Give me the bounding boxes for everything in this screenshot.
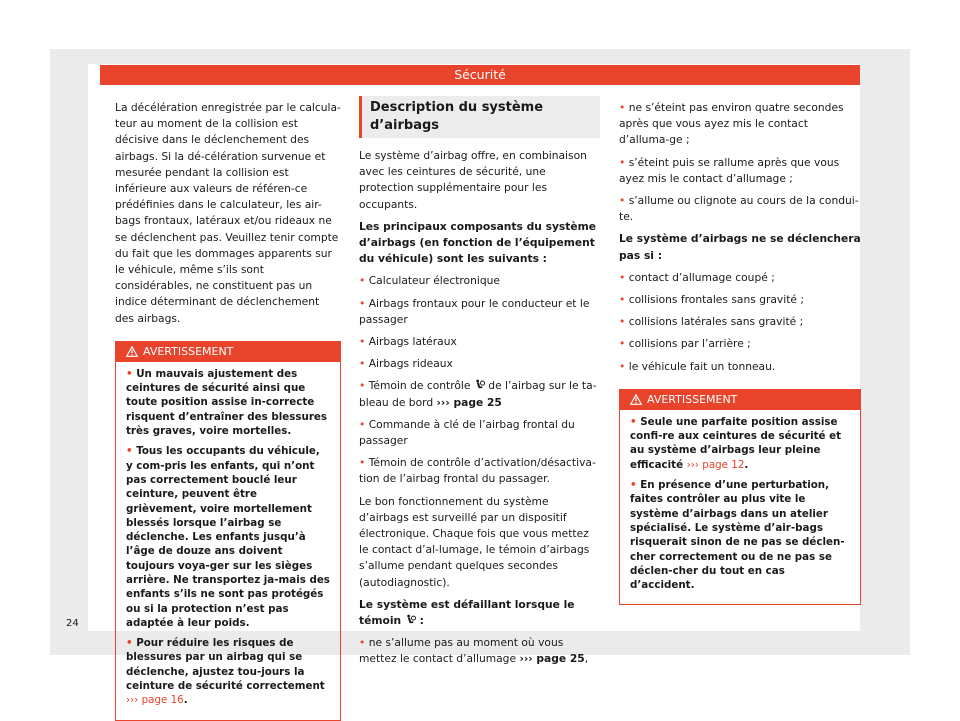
airbag-warning-icon bbox=[474, 379, 485, 390]
warning-triangle-icon bbox=[630, 394, 642, 405]
warning-title: AVERTISSEMENT bbox=[143, 344, 234, 358]
warning-header bbox=[620, 390, 860, 410]
warning-triangle-icon bbox=[126, 346, 138, 357]
components-heading: Les principaux composants du système d’airbags (en fonction de l’équipement du véhicule) sont les suivants : bbox=[359, 219, 597, 266]
list-item: • ne s’éteint pas environ quatre secondes après que vous ayez mis le contact d’alluma-ge ; bbox=[619, 101, 844, 147]
list-item: • le véhicule fait un tonneau. bbox=[619, 359, 776, 373]
warning-item: • Seule une parfaite position assise confi-re aux ceintures de sécurité et au système d’airbags leur pleine efficacité ››› page 12. bbox=[630, 415, 842, 471]
list-item: • Airbags latéraux bbox=[359, 335, 457, 349]
list-item: • collisions latérales sans gravité ; bbox=[619, 315, 804, 329]
list-item: • Témoin de contrôle de l’airbag sur le ta-bleau de bord ››› page 25 bbox=[359, 379, 597, 409]
warning-body bbox=[116, 362, 340, 720]
column-right bbox=[619, 100, 861, 605]
not-deploy-heading: Le système d’airbags ne se déclenchera pas si : bbox=[619, 232, 861, 262]
list-item: • Airbags rideaux bbox=[359, 357, 453, 371]
list-item: • Témoin de contrôle d’activation/désactiva-tion de l’airbag frontal du passager. bbox=[359, 456, 596, 486]
list-item: • Commande à clé de l’airbag frontal du passager bbox=[359, 417, 575, 448]
faulty-heading: Le système est défaillant lorsque le témoin : bbox=[359, 597, 575, 628]
warning-title: AVERTISSEMENT bbox=[647, 392, 738, 406]
warning-body bbox=[620, 410, 860, 605]
page-link[interactable]: ››› page 12 bbox=[686, 458, 745, 471]
list-item: • s’allume ou clignote au cours de la condui-te. bbox=[619, 194, 859, 224]
column-left bbox=[115, 100, 341, 721]
warning-box bbox=[619, 389, 861, 606]
page-link[interactable]: ››› page 25 bbox=[519, 652, 585, 666]
section-title: Description du système d’airbags bbox=[359, 96, 600, 138]
airbag-warning-icon bbox=[405, 614, 416, 625]
monitoring-paragraph: Le bon fonctionnement du système d’airbags est surveillé par un dispositif électronique. Chaque fois que vous mettez le contact d’al-lumage, le témoin d’airbags s’allume pendant quelques secondes (autodiagnostic). bbox=[359, 494, 590, 589]
list-item: • contact d’allumage coupé ; bbox=[619, 270, 775, 284]
page-link[interactable]: ››› page 25 bbox=[436, 395, 502, 409]
warning-header bbox=[116, 342, 340, 362]
list-item: • Calculateur électronique bbox=[359, 274, 500, 288]
warning-item: • En présence d’une perturbation, faites contrôler au plus vite le système d’airbags dans un atelier spécialisé. Le système d’air-bags risquerait sinon de ne pas se déclen-cher correctement ou de ne pas se déclen-cher du tout en cas d’accident. bbox=[630, 479, 845, 592]
page-link[interactable]: ››› page 16 bbox=[126, 694, 184, 707]
list-item: • collisions par l’arrière ; bbox=[619, 337, 751, 351]
page-number: 24 bbox=[66, 618, 79, 629]
warning-item: • Tous les occupants du véhicule, y com-pris les enfants, qui n’ont pas correctement bouclé leur ceinture, peuvent être grièvement, voire mortellement blessés lorsque l’airbag se déclenche. Les enfants jusqu’à l’âge de douze ans doivent toujours voya-ger sur les sièges arrière. Ne transportez ja-mais des enfants s’ils ne sont pas protégés ou si la protection n’est pas adaptée à leur poids. bbox=[126, 445, 330, 629]
page-header: Sécurité bbox=[100, 65, 860, 85]
warning-item: • Pour réduire les risques de blessures par un airbag qui se déclenche, ajustez tou-jours la ceinture de sécurité correctement ››› page 16. bbox=[126, 637, 325, 707]
list-item: • s’éteint puis se rallume après que vous ayez mis le contact d’allumage ; bbox=[619, 155, 840, 185]
warning-box bbox=[115, 341, 341, 721]
list-item: • Airbags frontaux pour le conducteur et le passager bbox=[359, 296, 590, 326]
list-item: • ne s’allume pas au moment où vous mettez le contact d’allumage ››› page 25, bbox=[359, 636, 589, 666]
section-intro: Le système d’airbag offre, en combinaison avec les ceintures de sécurité, une protection supplémentaire pour les occupants. bbox=[359, 149, 587, 211]
column-middle bbox=[359, 96, 600, 674]
warning-item: • Un mauvais ajustement des ceintures de sécurité ainsi que toute position assise in-correcte risquent d’entraîner des blessures très graves, voire mortelles. bbox=[126, 367, 328, 438]
list-item: • collisions frontales sans gravité ; bbox=[619, 293, 804, 307]
intro-paragraph: La décélération enregistrée par le calcula-teur au moment de la collision est décisive dans le déclenchement des airbags. Si la dé-célération survenue et mesurée pendant la collision est inférieure aux valeurs de référen-ce prédéfinies dans le calculateur, les air-bags frontaux, latéraux et/ou rideaux ne se déclenchent pas. Veuillez tenir compte du fait que les dommages apparents sur le véhicule, même s’ils sont considérables, ne constituent pas un indice déterminant de déclenchement des airbags. bbox=[115, 101, 341, 325]
